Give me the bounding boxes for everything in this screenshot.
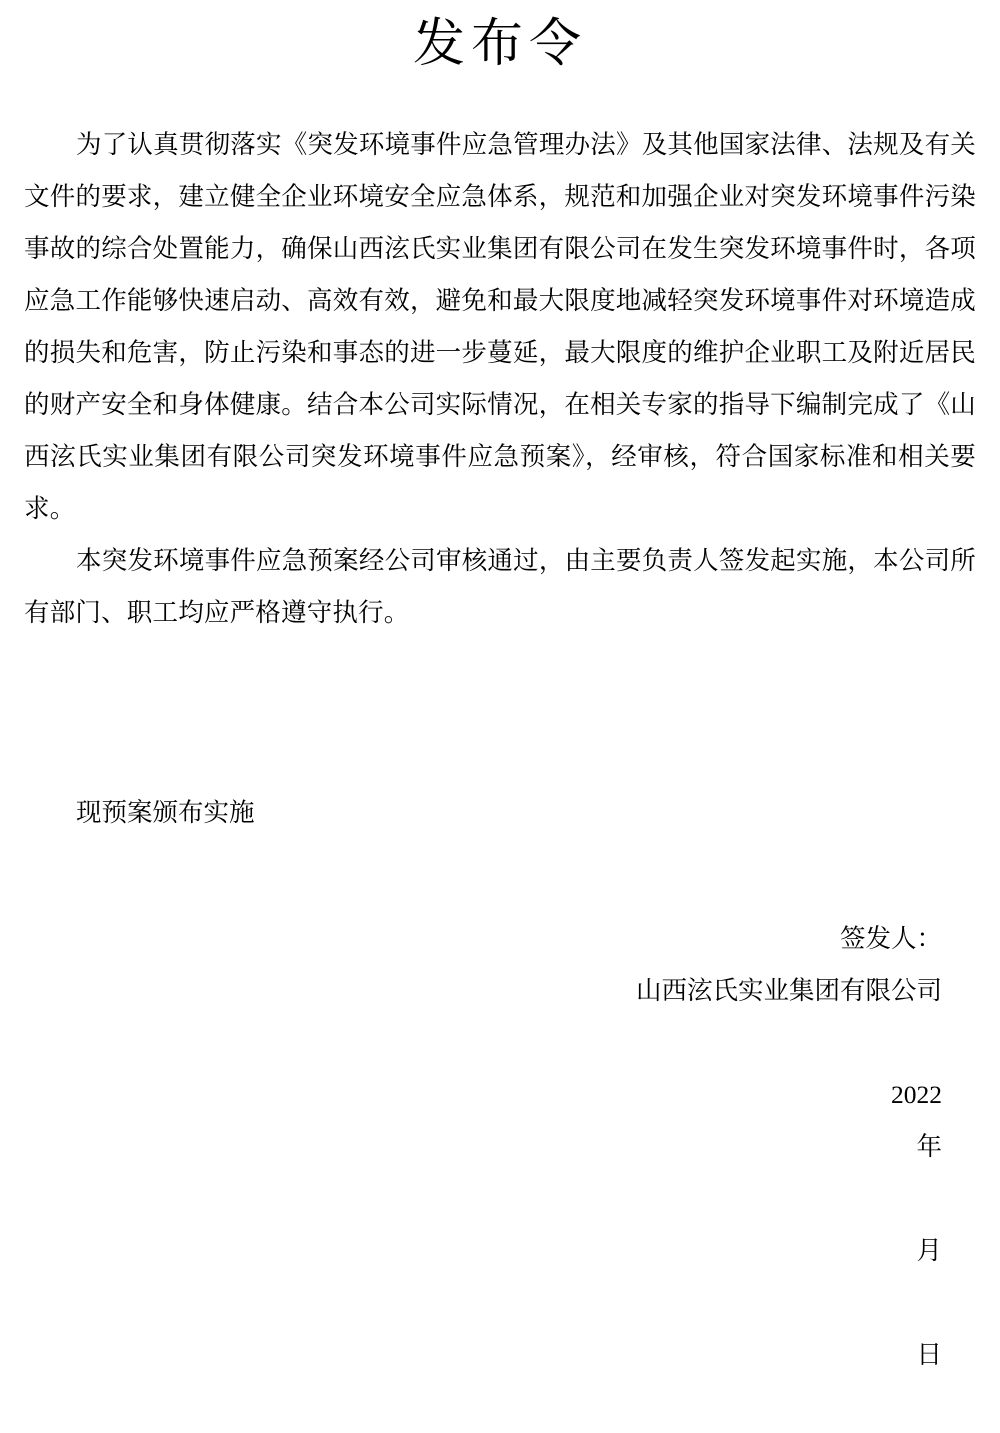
signature-year: 2022 [891,1080,942,1110]
signature-date [24,1017,942,1433]
paragraph-2: 本突发环境事件应急预案经公司审核通过，由主要负责人签发起实施，本公司所有部门、职工均应严格遵守执行。 [24,546,976,628]
document-page [0,6,1000,1370]
page-title: 发布令 [412,16,587,73]
promulgation-notice: 现预案颁布实施 [76,798,255,828]
signature-day-unit: 日 [916,1340,942,1370]
signature-month-unit: 月 [916,1236,942,1266]
vertical-spacer [24,639,976,787]
company-name: 山西泫氏实业集团有限公司 [635,976,942,1006]
signature-block [24,913,976,1433]
signature-year-unit: 年 [916,1132,942,1162]
signer-label: 签发人： [839,924,942,954]
document-body [12,119,988,1433]
paragraph-1: 为了认真贯彻落实《突发环境事件应急管理办法》及其他国家法律、法规及有关文件的要求，建立健全企业环境安全应急体系，规范和加强企业对突发环境事件污染事故的综合处置能力，确保山西泫氏实业集团有限公司在发生突发环境事件时，各项应急工作能够快速启动、高效有效，避免和最大限度地减轻突发环境事件对环境造成的损失和危害，防止污染和事态的进一步蔓延，最大限度的维护企业职工及附近居民的财产安全和身体健康。结合本公司实际情况，在相关专家的指导下编制完成了《山西泫氏实业集团有限公司突发环境事件应急预案》，经审核，符合国家标准和相关要求。 [24,130,976,524]
vertical-spacer-2 [24,839,976,913]
